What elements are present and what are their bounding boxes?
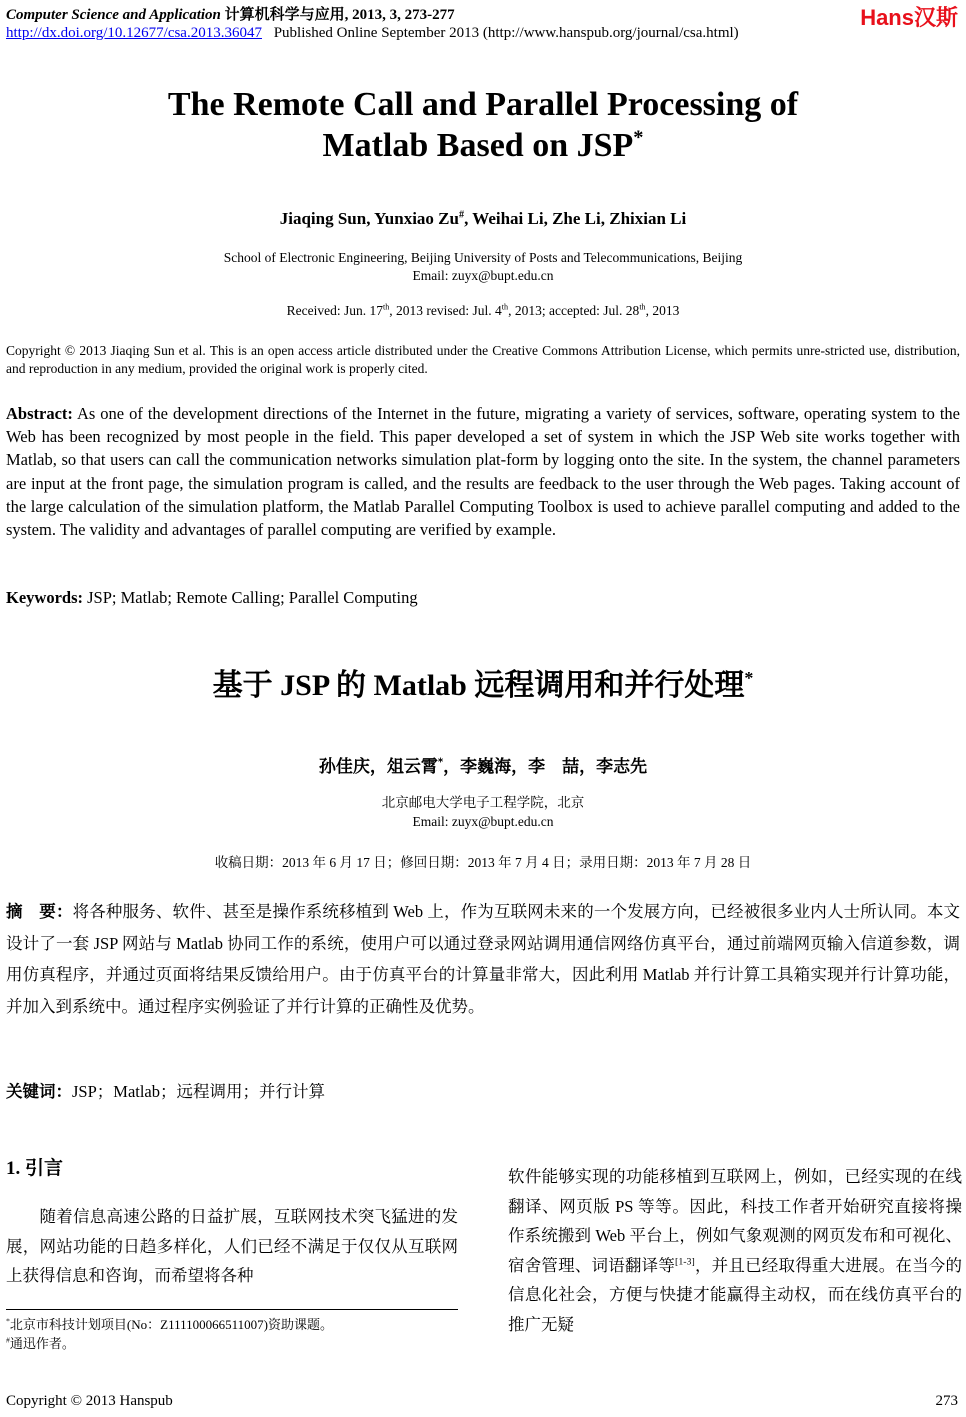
- title-footnote-mark: *: [633, 126, 644, 149]
- citation-ref: [1-3]: [675, 1256, 695, 1267]
- abstract-en: [6, 402, 960, 541]
- abstract-label: Abstract:: [6, 404, 73, 423]
- footnote-divider: [6, 1309, 458, 1310]
- page-number: 273: [935, 1393, 958, 1409]
- affiliation-cn: [0, 793, 966, 831]
- email-cn: Email: zuyx@bupt.edu.cn: [412, 814, 554, 829]
- publisher-logo: Hans汉斯: [860, 5, 958, 30]
- footer-copyright: Copyright © 2013 Hanspub: [6, 1393, 173, 1409]
- title-line-2: Matlab Based on JSP*: [322, 126, 644, 164]
- abstract-cn-label: 摘 要：: [6, 902, 73, 921]
- authors-cn: 孙佳庆，俎云霄*，李巍海，李 喆，李志先: [318, 757, 648, 777]
- footnotes: [6, 1315, 333, 1353]
- doi-link[interactable]: http://dx.doi.org/10.12677/csa.2013.36047: [6, 25, 262, 41]
- affiliation-en: [0, 249, 966, 285]
- body-column-right: 软件能够实现的功能移植到互联网上，例如，已经实现的在线翻译、网页版 PS 等等。因此，科技工作者开始研究直接将操作系统搬到 Web 平台上，例如气象观测的网页发布和可视化、宿舍管理、词语翻译等[1-3]，并且已经取得重大进展。在当今的信息化社会，方便与快捷才能赢得主动权，而在线仿真平台的推广无疑: [508, 1167, 963, 1334]
- school-en: School of Electronic Engineering, Beijing University of Posts and Telecommunications, Beijing: [223, 250, 743, 265]
- paper-title-en: [0, 84, 966, 166]
- abstract-cn: [6, 896, 960, 1022]
- received-dates-en: Received: Jun. 17th, 2013 revised: Jul. 4th, 2013; accepted: Jul. 28th, 2013: [286, 302, 680, 318]
- body-column-left: 随着信息高速公路的日益扩展，互联网技术突飞猛进的发展，网站功能的日趋多样化，人们已经不满足于仅仅从互联网上获得信息和咨询，而希望将各种: [6, 1207, 458, 1285]
- published-online: Published Online September 2013 (http://www.hanspub.org/journal/csa.html): [273, 25, 739, 41]
- authors-en: Jiaqing Sun, Yunxiao Zu#, Weihai Li, Zhe Li, Zhixian Li: [279, 209, 687, 228]
- paper-title-cn: 基于 JSP 的 Matlab 远程调用和并行处理*: [212, 668, 754, 702]
- abstract-cn-text: 将各种服务、软件、甚至是操作系统移植到 Web 上，作为互联网未来的一个发展方向，已经被很多业内人士所认同。本文设计了一套 JSP 网站与 Matlab 协同工作的系统，使用户可以通过登录网站调用通信网络仿真平台，通过前端网页输入信道参数，调用仿真程序，并通过页面将结果反馈给用户。由于仿真平台的计算量非常大，因此利用 Matlab 并行计算工具箱实现并行计算功能，并加入到系统中。通过程序实例验证了并行计算的正确性及优势。: [6, 902, 961, 1016]
- section-heading: 1. 引言: [6, 1158, 64, 1179]
- doi-line: [6, 25, 739, 42]
- abstract-text: As one of the development directions of the Internet in the future, migrating a variety of services, software, operating system to the Web has been recognized by most people in the field. This paper developed a set of system in which the JSP Web site works together with Matlab, so that users can call the communication networks simulation plat-form by logging onto the site. In the system, the channel parameters are input at the front page, the simulation program is called, and the results are feedback to the user through the Web pages. Taking account of the large calculation of the simulation platform, the Matlab Parallel Computing Toolbox is used to achieve parallel computing and added to the system. The validity and advantages of parallel computing are verified by example.: [6, 404, 960, 540]
- keywords-en: Keywords: JSP; Matlab; Remote Calling; Parallel Computing: [6, 588, 418, 607]
- title-line-1: The Remote Call and Parallel Processing of: [167, 86, 799, 123]
- received-dates-cn: 收稿日期：2013 年 6 月 17 日；修回日期：2013 年 7 月 4 日；录用日期：2013 年 7 月 28 日: [214, 855, 752, 870]
- journal-citation: 计算机科学与应用, 2013, 3, 273-277: [224, 7, 455, 23]
- journal-header: [6, 3, 455, 24]
- email-en: Email: zuyx@bupt.edu.cn: [412, 268, 554, 283]
- copyright-notice: Copyright © 2013 Jiaqing Sun et al. This is an open access article distributed under the Creative Commons Attribution License, which permits unre-stricted use, distribution, and reproduction in any medium, provided the original work is properly cited.: [6, 343, 960, 376]
- footnote-1: *北京市科技计划项目(No：Z111100066511007)资助课题。: [6, 1316, 333, 1332]
- keywords-cn: 关键词：JSP；Matlab；远程调用；并行计算: [6, 1082, 326, 1101]
- journal-name: Computer Science and Application: [6, 7, 221, 23]
- school-cn: 北京邮电大学电子工程学院，北京: [381, 795, 585, 810]
- footnote-2: #通迅作者。: [6, 1335, 75, 1351]
